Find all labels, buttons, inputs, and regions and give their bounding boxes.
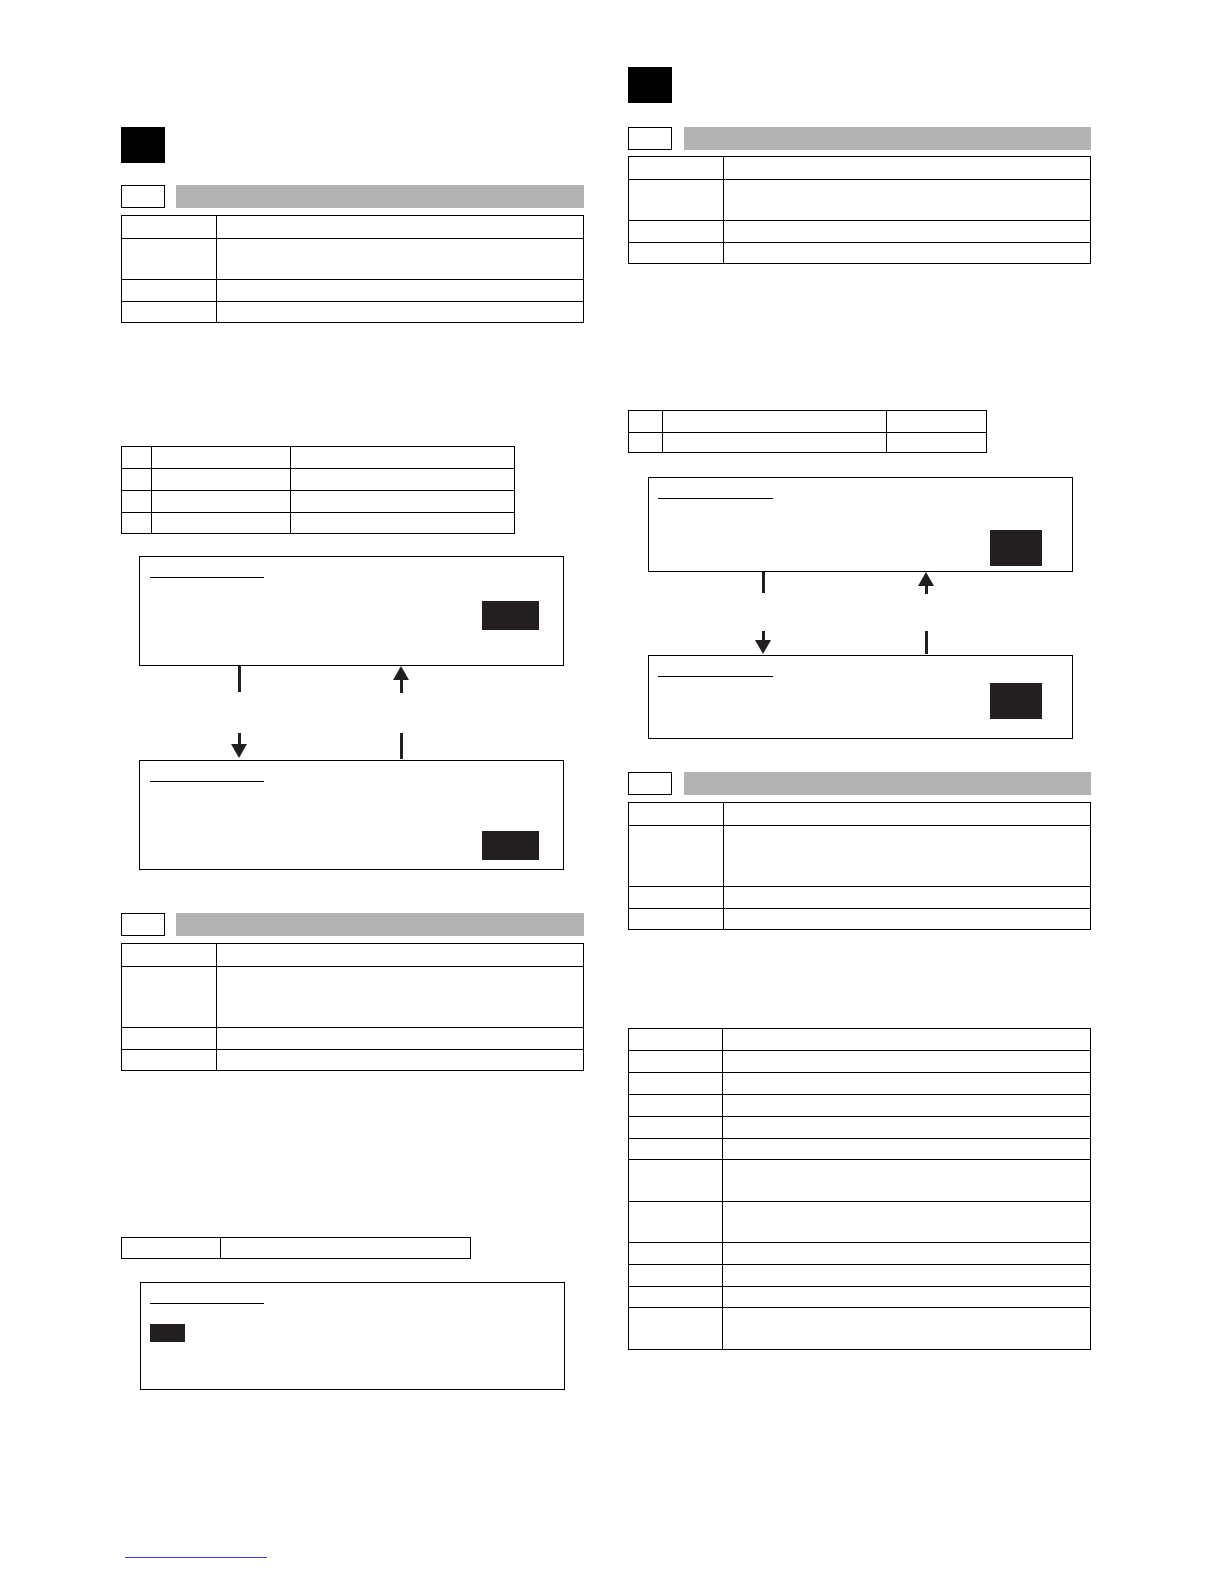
table-row: [122, 967, 584, 1028]
table-row: [629, 1029, 1091, 1051]
lcd-key[interactable]: [990, 683, 1042, 719]
arrow-shaft: [238, 666, 241, 692]
table-row: [629, 180, 1091, 221]
table-row: [122, 513, 515, 534]
table-row: [629, 1202, 1091, 1243]
section-code-box: [628, 772, 672, 795]
table-row: [122, 239, 584, 280]
lcd-screen: [648, 477, 1073, 572]
table-row: [629, 1308, 1091, 1350]
chapter-tab-right: [628, 67, 672, 103]
table-row: [629, 433, 987, 453]
section-info-table: [121, 943, 584, 1071]
section-title-bar: [176, 913, 584, 936]
arrow-up-icon: [918, 572, 934, 586]
setting-values-table: [121, 1237, 471, 1259]
section-info-table: [121, 215, 584, 323]
section-title-bar: [176, 185, 584, 208]
table-row: [629, 243, 1091, 264]
table-row: [629, 1051, 1091, 1073]
lcd-screen: [139, 556, 564, 666]
table-row: [629, 887, 1091, 909]
table-row: [122, 280, 584, 302]
table-row: [629, 1287, 1091, 1308]
section-title-bar: [684, 127, 1091, 150]
table-row: [629, 1160, 1091, 1202]
table-row: [629, 1265, 1091, 1287]
arrow-shaft: [925, 631, 928, 654]
section-info-table: [628, 156, 1091, 264]
lcd-screen: [140, 1282, 565, 1390]
table-row: [629, 1117, 1091, 1139]
lcd-title-underline: [150, 781, 264, 782]
table-row: [122, 1028, 584, 1050]
setting-values-table: [628, 410, 987, 453]
section-info-table: [628, 802, 1091, 930]
chapter-tab-left: [121, 127, 165, 163]
section-code-box: [121, 913, 165, 936]
lcd-screen: [139, 760, 564, 870]
table-row: [629, 221, 1091, 243]
setting-values-table: [121, 446, 515, 534]
table-row: [629, 1243, 1091, 1265]
table-row: [122, 216, 584, 239]
arrow-shaft: [400, 679, 403, 693]
table-row: [629, 826, 1091, 887]
table-row: [122, 1050, 584, 1071]
lcd-title-underline: [150, 1303, 264, 1304]
table-row: [122, 944, 584, 967]
arrow-up-icon: [393, 666, 409, 680]
lcd-screen: [648, 655, 1073, 739]
table-row: [629, 1139, 1091, 1160]
arrow-down-icon: [755, 640, 771, 654]
table-row: [122, 469, 515, 491]
arrow-shaft: [925, 585, 928, 594]
section-code-box: [121, 185, 165, 208]
section-title-bar: [684, 772, 1091, 795]
table-row: [122, 302, 584, 323]
table-row: [629, 411, 987, 433]
arrow-down-icon: [231, 744, 247, 758]
table-row: [122, 1238, 471, 1259]
lcd-key[interactable]: [150, 1324, 185, 1342]
table-row: [629, 1095, 1091, 1117]
table-row: [122, 491, 515, 513]
lcd-key[interactable]: [482, 601, 539, 630]
arrow-shaft: [400, 733, 403, 759]
section-code-box: [628, 127, 672, 150]
table-row: [629, 909, 1091, 930]
footer-link[interactable]: [125, 1557, 267, 1558]
table-row: [629, 803, 1091, 826]
setting-values-table: [628, 1028, 1091, 1350]
table-row: [629, 157, 1091, 180]
arrow-shaft: [762, 572, 765, 593]
table-row: [122, 447, 515, 469]
table-row: [629, 1073, 1091, 1095]
lcd-title-underline: [658, 676, 773, 677]
lcd-title-underline: [150, 577, 264, 578]
lcd-key[interactable]: [482, 831, 539, 860]
lcd-key[interactable]: [990, 530, 1042, 566]
lcd-title-underline: [658, 498, 773, 499]
